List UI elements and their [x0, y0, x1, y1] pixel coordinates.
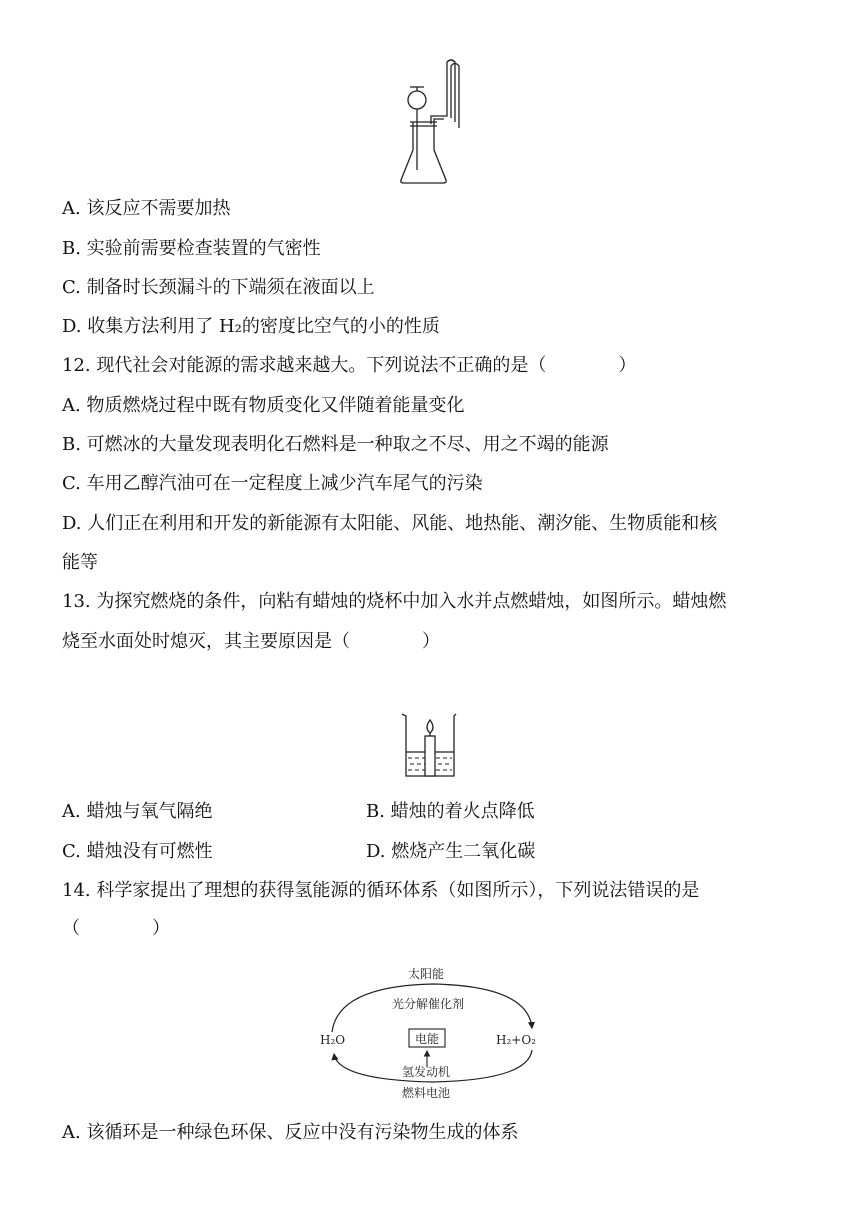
- hydrogen-cycle-diagram: [318, 962, 548, 1104]
- q13-option-c: C. 蜡烛没有可燃性: [62, 841, 213, 862]
- q14-stem-line1: 14. 科学家提出了理想的获得氢能源的循环体系（如图所示），下列说法错误的是: [62, 880, 700, 901]
- q13-stem-line2: 烧至水面处时熄灭，其主要原因是（ ）: [62, 631, 440, 652]
- candle-beaker-figure: [400, 712, 460, 780]
- q13-option-a: A. 蜡烛与氧气隔绝: [62, 801, 213, 822]
- q12-option-b: B. 可燃冰的大量发现表明化石燃料是一种取之不尽、用之不竭的能源: [62, 434, 609, 455]
- q11-option-a: A. 该反应不需要加热: [62, 198, 231, 219]
- q12-option-d: D. 人们正在利用和开发的新能源有太阳能、风能、地热能、潮汐能、生物质能和核: [62, 513, 718, 534]
- q14-stem-line2: （ ）: [62, 918, 170, 939]
- q12-stem: 12. 现代社会对能源的需求越来越大。下列说法不正确的是（ ）: [62, 355, 637, 376]
- q12-option-d-continued: 能等: [62, 552, 98, 573]
- cycle-label-fuel-cell: 燃料电池: [402, 1086, 451, 1100]
- hydrogen-apparatus-figure: [395, 58, 470, 186]
- q13-option-d: D. 燃烧产生二氧化碳: [366, 841, 536, 862]
- q11-option-d: D. 收集方法利用了 H₂的密度比空气的小的性质: [62, 316, 440, 337]
- q11-option-c: C. 制备时长颈漏斗的下端须在液面以上: [62, 277, 375, 298]
- cycle-label-electric: 电能: [415, 1032, 440, 1046]
- cycle-label-solar: 太阳能: [408, 967, 445, 981]
- cycle-label-engine: 氢发动机: [402, 1065, 451, 1079]
- q12-option-c: C. 车用乙醇汽油可在一定程度上减少汽车尾气的污染: [62, 473, 483, 494]
- q11-option-b: B. 实验前需要检查装置的气密性: [62, 238, 321, 259]
- cycle-label-water: H₂O: [320, 1033, 346, 1047]
- cycle-label-h2-o2: H₂+O₂: [496, 1033, 536, 1047]
- q13-stem-line1: 13. 为探究燃烧的条件，向粘有蜡烛的烧杯中加入水并点燃蜡烛，如图所示。蜡烛燃: [62, 591, 727, 612]
- q14-option-a: A. 该循环是一种绿色环保、反应中没有污染物生成的体系: [62, 1122, 519, 1143]
- q13-option-b: B. 蜡烛的着火点降低: [366, 801, 535, 822]
- cycle-label-catalyst: 光分解催化剂: [392, 997, 465, 1011]
- q12-option-a: A. 物质燃烧过程中既有物质变化又伴随着能量变化: [62, 395, 465, 416]
